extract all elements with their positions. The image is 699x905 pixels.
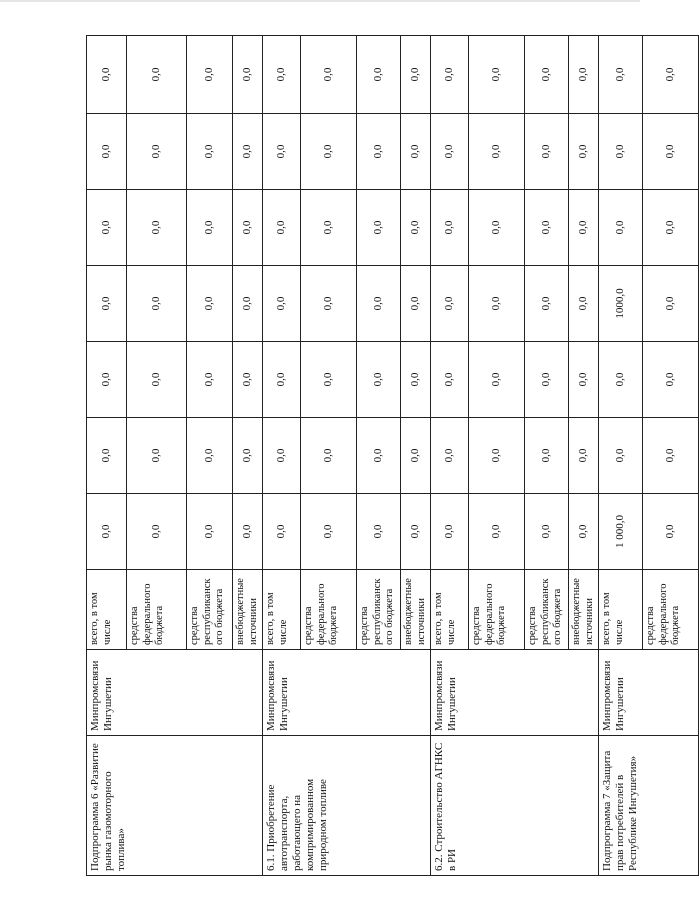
value-cell: 0,0: [127, 266, 187, 342]
value-cell: 0,0: [233, 342, 263, 418]
value-cell: 0,0: [569, 114, 599, 190]
value-cell: 0,0: [599, 342, 643, 418]
funding-source-cell: всего, в том числе: [431, 570, 469, 650]
value-cell: 0,0: [569, 190, 599, 266]
value-cell: 0,0: [643, 190, 699, 266]
value-cell: 0,0: [233, 418, 263, 494]
value-cell: 0,0: [87, 342, 127, 418]
value-cell: 0,0: [469, 36, 525, 114]
funding-source-cell: внебюджетные источники: [233, 570, 263, 650]
program-name-cell: Подпрограмма 7 «Защита прав потребителей в Республике Ингушетия»: [599, 736, 699, 876]
value-cell: 0,0: [401, 266, 431, 342]
value-cell: 0,0: [525, 342, 569, 418]
program-name-cell: 6.2. Строительство АГНКС в РИ: [431, 736, 599, 876]
program-name-cell: Подпрограмма 6 «Развитие рынка газомоторного топлива»: [87, 736, 263, 876]
value-cell: 0,0: [233, 114, 263, 190]
value-cell: 0,0: [301, 494, 357, 570]
funding-source-cell: средства республиканск ого бюджета: [357, 570, 401, 650]
funding-source-cell: средства федерального бюджета: [469, 570, 525, 650]
value-cell: 0,0: [127, 36, 187, 114]
funding-source-cell: средства федерального бюджета: [127, 570, 187, 650]
table-row: [599, 36, 643, 876]
value-cell: 0,0: [431, 418, 469, 494]
value-cell: 0,0: [301, 36, 357, 114]
value-cell: 0,0: [301, 190, 357, 266]
value-cell: 0,0: [469, 266, 525, 342]
value-cell: 0,0: [233, 36, 263, 114]
value-cell: 0,0: [525, 190, 569, 266]
value-cell: 0,0: [431, 190, 469, 266]
value-cell: 0,0: [643, 266, 699, 342]
value-cell: 0,0: [357, 418, 401, 494]
value-cell: 0,0: [469, 418, 525, 494]
value-cell: 0,0: [187, 494, 233, 570]
value-cell: 0,0: [643, 494, 699, 570]
value-cell: 0,0: [643, 418, 699, 494]
executor-cell: Минпромсвязи Ингушетии: [263, 650, 431, 736]
value-cell: 0,0: [301, 342, 357, 418]
executor-cell: Минпромсвязи Ингушетии: [87, 650, 263, 736]
value-cell: 0,0: [233, 190, 263, 266]
value-cell: 0,0: [263, 190, 301, 266]
value-cell: 0,0: [357, 266, 401, 342]
value-cell: 0,0: [263, 114, 301, 190]
value-cell: 0,0: [357, 190, 401, 266]
value-cell: 0,0: [263, 342, 301, 418]
value-cell: 0,0: [401, 494, 431, 570]
funding-source-cell: всего, в том числе: [87, 570, 127, 650]
funding-source-cell: всего, в том числе: [263, 570, 301, 650]
value-cell: 1000,0: [599, 266, 643, 342]
value-cell: 0,0: [569, 418, 599, 494]
value-cell: 0,0: [569, 266, 599, 342]
funding-source-cell: средства республиканск ого бюджета: [187, 570, 233, 650]
value-cell: 0,0: [599, 114, 643, 190]
table-row: [263, 36, 301, 876]
executor-cell: Минпромсвязи Ингушетии: [431, 650, 599, 736]
value-cell: 0,0: [233, 266, 263, 342]
value-cell: 0,0: [87, 114, 127, 190]
value-cell: 0,0: [87, 494, 127, 570]
funding-source-cell: средства федерального бюджета: [643, 570, 699, 650]
value-cell: 0,0: [643, 342, 699, 418]
budget-table: [86, 35, 699, 876]
funding-source-cell: средства федерального бюджета: [301, 570, 357, 650]
value-cell: 0,0: [87, 190, 127, 266]
value-cell: 0,0: [263, 418, 301, 494]
value-cell: 0,0: [469, 190, 525, 266]
value-cell: 0,0: [525, 494, 569, 570]
value-cell: 0,0: [87, 418, 127, 494]
value-cell: 0,0: [469, 342, 525, 418]
value-cell: 0,0: [431, 36, 469, 114]
value-cell: 0,0: [233, 494, 263, 570]
value-cell: 0,0: [431, 494, 469, 570]
value-cell: 0,0: [569, 36, 599, 114]
funding-source-cell: внебюджетные источники: [569, 570, 599, 650]
value-cell: 0,0: [643, 36, 699, 114]
value-cell: 0,0: [87, 266, 127, 342]
value-cell: 0,0: [431, 342, 469, 418]
value-cell: 0,0: [301, 418, 357, 494]
value-cell: 0,0: [401, 418, 431, 494]
program-name-cell: 6.1. Приобретение автотранспорта, работающего на компримированном природном топливе: [263, 736, 431, 876]
value-cell: 0,0: [127, 418, 187, 494]
value-cell: 0,0: [87, 36, 127, 114]
value-cell: 0,0: [525, 266, 569, 342]
funding-source-cell: всего, в том числе: [599, 570, 643, 650]
value-cell: 0,0: [127, 114, 187, 190]
value-cell: 0,0: [187, 418, 233, 494]
value-cell: 0,0: [357, 36, 401, 114]
value-cell: 0,0: [357, 114, 401, 190]
value-cell: 0,0: [301, 114, 357, 190]
value-cell: 0,0: [525, 36, 569, 114]
executor-cell: Минпромсвязи Ингушетии: [599, 650, 699, 736]
value-cell: 0,0: [401, 190, 431, 266]
value-cell: 0,0: [525, 114, 569, 190]
scan-edge: [0, 0, 640, 2]
value-cell: 0,0: [187, 190, 233, 266]
value-cell: 0,0: [469, 494, 525, 570]
value-cell: 0,0: [599, 190, 643, 266]
value-cell: 0,0: [127, 342, 187, 418]
table-row: [431, 36, 469, 876]
table-row: [87, 36, 127, 876]
value-cell: 0,0: [187, 36, 233, 114]
value-cell: 0,0: [263, 36, 301, 114]
value-cell: 0,0: [569, 342, 599, 418]
value-cell: 0,0: [357, 494, 401, 570]
value-cell: 0,0: [401, 36, 431, 114]
value-cell: 0,0: [263, 266, 301, 342]
value-cell: 0,0: [401, 114, 431, 190]
value-cell: 0,0: [401, 342, 431, 418]
value-cell: 0,0: [469, 114, 525, 190]
value-cell: 0,0: [187, 342, 233, 418]
value-cell: 0,0: [569, 494, 599, 570]
value-cell: 0,0: [431, 266, 469, 342]
value-cell: 0,0: [599, 36, 643, 114]
value-cell: 0,0: [599, 418, 643, 494]
value-cell: 0,0: [357, 342, 401, 418]
table-body: [87, 36, 699, 876]
value-cell: 0,0: [525, 418, 569, 494]
funding-source-cell: внебюджетные источники: [401, 570, 431, 650]
value-cell: 0,0: [187, 114, 233, 190]
value-cell: 1 000,0: [599, 494, 643, 570]
value-cell: 0,0: [263, 494, 301, 570]
value-cell: 0,0: [127, 190, 187, 266]
value-cell: 0,0: [643, 114, 699, 190]
value-cell: 0,0: [431, 114, 469, 190]
rotated-table-wrapper: [86, 36, 681, 876]
value-cell: 0,0: [127, 494, 187, 570]
funding-source-cell: средства республиканск ого бюджета: [525, 570, 569, 650]
value-cell: 0,0: [187, 266, 233, 342]
value-cell: 0,0: [301, 266, 357, 342]
